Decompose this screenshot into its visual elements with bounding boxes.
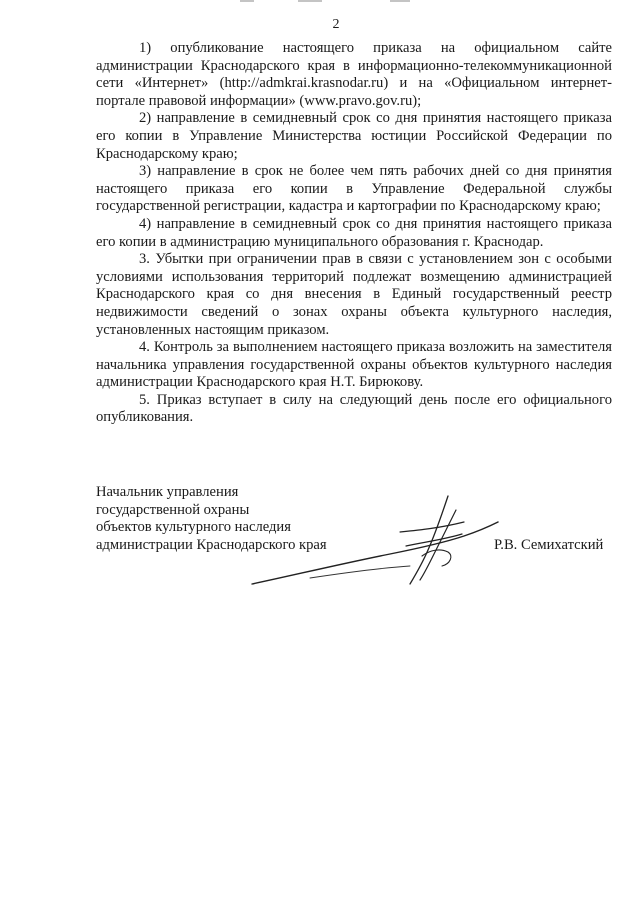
paragraph-control: 4. Контроль за выполнением настоящего приказа возложить на заместителя начальника управления государственной охраны объектов культурного наследия администрации Краснодарского края Н.Т. Бирюкову. [96,339,612,391]
paragraph-rosreestr: 3) направление в срок не более чем пять рабочих дней со дня принятия настоящего приказа его копии в Управление Федеральной службы государственной регистрации, кадастра и картографии по Краснодарскому краю; [96,163,612,215]
paragraph-municipality: 4) направление в семидневный срок со дня принятия настоящего приказа его копии в администрацию муниципального образования г. Краснодар. [96,215,612,250]
document-body [96,40,612,427]
position-line: объектов культурного наследия [96,519,291,536]
position-line: Начальник управления [96,484,239,500]
signer-name: Р.В. Семихатский [494,537,604,553]
paragraph-publication: 1) опубликование настоящего приказа на официальном сайте администрации Краснодарского края в информационно-телекоммуникационной сети «Интернет» (http://admkrai.krasnodar.ru) и на «Официальном интернет-портале правовой информации» (www.pravo.gov.ru); [96,40,612,109]
page-number: 2 [332,17,340,32]
paragraph-losses: 3. Убытки при ограничении прав в связи с установлением зон с особыми условиями использования территорий подлежат возмещению администрацией Краснодарского края со дня внесения в Единый государственный реестр недвижимости сведений о зонах охраны объекта культурного наследия, установленных настоящим приказом. [96,251,612,338]
handwritten-signature [250,492,510,592]
paragraph-ministry-justice: 2) направление в семидневный срок со дня принятия настоящего приказа его копии в Управление Министерства юстиции Российской Федерации по Краснодарскому краю; [96,110,612,162]
scan-edge-marks [240,0,440,4]
position-line: администрации Краснодарского края [96,537,327,554]
paragraph-effect: 5. Приказ вступает в силу на следующий день после его официального опубликования. [96,391,612,426]
position-line: государственной охраны [96,501,250,518]
